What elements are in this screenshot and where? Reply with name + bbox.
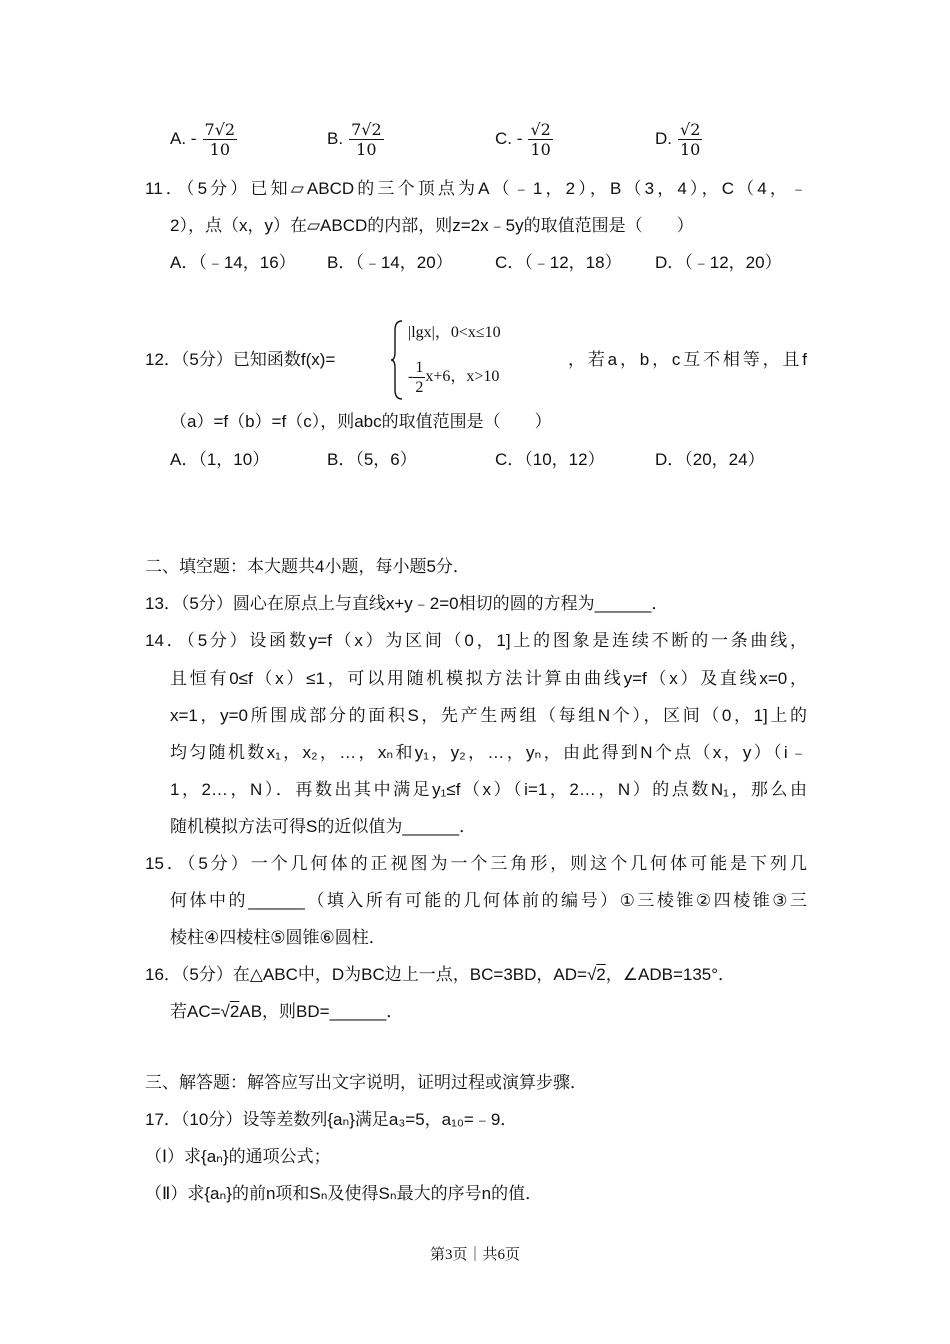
- q14-line-4: 均匀随机数x₁，x₂，…，xₙ和y₁，y₂，…，yₙ，由此得到N个点（x，y）（i﹣: [170, 743, 807, 762]
- q11-line-1: 11．（5分）已知▱ABCD的三个顶点为A（﹣1，2），B（3，4），C（4，﹣: [145, 179, 807, 198]
- q11-option-d: D．（﹣12，20）: [655, 253, 782, 272]
- q10-option-c: C. - $\frac{√2}{10}$: [495, 120, 551, 159]
- q15-line-1: 15．（5分）一个几何体的正视图为一个三角形，则这个几何体可能是下列几: [145, 854, 807, 873]
- q15-line-2: 何体中的______（填入所有可能的几何体前的编号）①三棱锥②四棱锥③三: [170, 891, 807, 910]
- q15-line-3: 棱柱④四棱柱⑤圆锥⑥圆柱．: [170, 928, 386, 947]
- section-3-heading: 三、解答题：解答应写出文字说明，证明过程或演算步骤．: [145, 1073, 587, 1092]
- q10-option-b: B. $\frac{7√2}{10}$: [327, 120, 382, 159]
- q16-line-2: 若AC=√2AB，则BD=______．: [170, 1002, 404, 1021]
- q12-line-2: （a）=f（b）=f（c），则abc的取值范围是（ ）: [170, 412, 552, 431]
- q11-option-a: A．（﹣14，16）: [170, 253, 296, 272]
- q11-option-c: C．（﹣12，18）: [495, 253, 622, 272]
- case-2: - $\frac{1}{2}$ x+6，x>10: [408, 359, 500, 396]
- q11-line-2: 2），点（x，y）在▱ABCD的内部，则z=2x﹣5y的取值范围是（ ）: [170, 216, 694, 235]
- q11-option-b: B．（﹣14，20）: [327, 253, 453, 272]
- piecewise-function: [390, 318, 560, 402]
- section-2-heading: 二、填空题：本大题共4小题，每小题5分．: [145, 557, 470, 576]
- q17-line-1: 17．（10分）设等差数列{aₙ}满足a₃=5，a₁₀=﹣9．: [145, 1110, 518, 1129]
- q10-option-d: D. $\frac{√2}{10}$: [655, 120, 701, 159]
- q14-line-5: 1，2…，N）．再数出其中满足y₁≤f（x）（i=1，2…，N）的点数N₁，那么由: [170, 780, 807, 799]
- q16-line-1: 16．（5分）在△ABC中，D为BC边上一点，BC=3BD，AD=√2，∠ADB=135°．: [145, 965, 736, 984]
- q14-line-2: 且恒有0≤f（x）≤1，可以用随机模拟方法计算由曲线y=f（x）及直线x=0，: [170, 669, 807, 688]
- q13: 13．（5分）圆心在原点上与直线x+y﹣2=0相切的圆的方程为______．: [145, 594, 669, 613]
- q14-line-3: x=1，y=0所围成部分的面积S，先产生两组（每组N个），区间（0，1]上的: [170, 706, 807, 725]
- q17-part-2: （Ⅱ）求{aₙ}的前n项和Sₙ及使得Sₙ最大的序号n的值．: [145, 1184, 543, 1203]
- page-footer: 第3页｜共6页: [429, 1247, 520, 1263]
- q14-line-6: 随机模拟方法可得S的近似值为______．: [170, 817, 477, 836]
- q12-option-a: A．（1，10）: [170, 450, 270, 469]
- q12-option-b: B．（5，6）: [327, 450, 417, 469]
- q10-option-a: A. - $\frac{7√2}{10}$: [170, 120, 236, 159]
- q17-part-1: （Ⅰ）求{aₙ}的通项公式；: [145, 1147, 331, 1166]
- brace-icon: [390, 320, 404, 400]
- q12-option-c: C．（10，12）: [495, 450, 605, 469]
- q12-suffix: ，若a，b，c互不相等，且f: [568, 350, 807, 369]
- q14-line-1: 14．（5分）设函数y=f（x）为区间（0，1]上的图象是连续不断的一条曲线，: [145, 631, 807, 650]
- q12-option-d: D．（20，24）: [655, 450, 765, 469]
- case-1: |lgx|，0<x≤10: [408, 324, 501, 341]
- q12-prefix: 12．（5分）已知函数f(x)=: [145, 350, 336, 369]
